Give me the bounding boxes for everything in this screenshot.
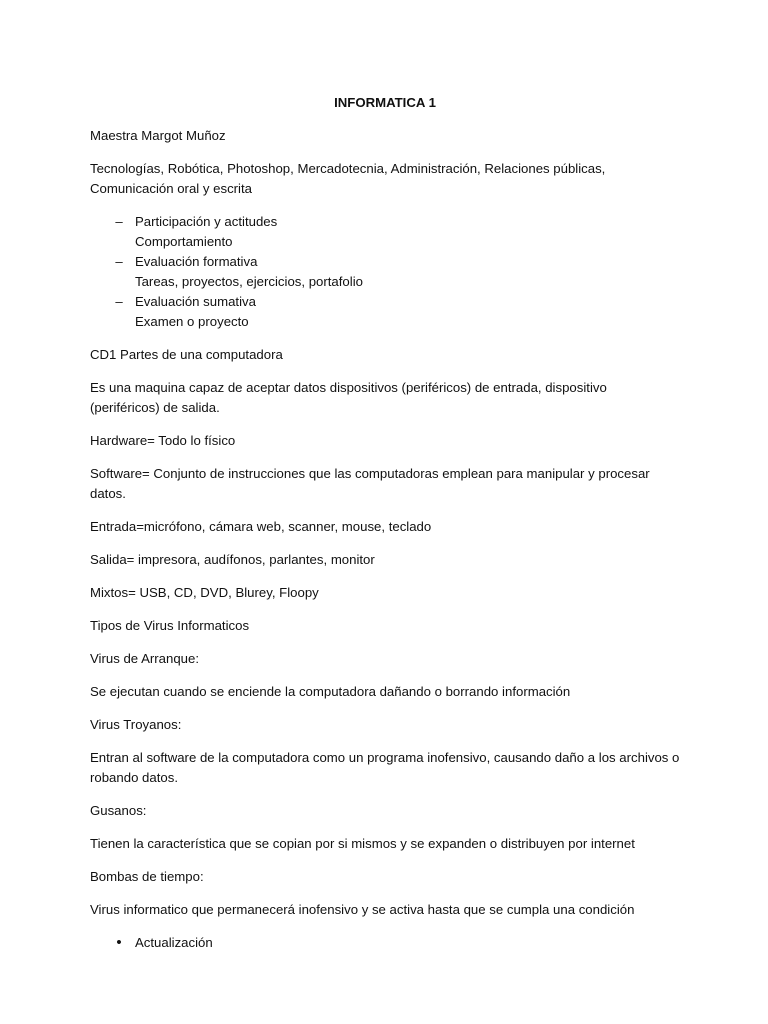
- gusanos-description: Tienen la característica que se copian por si mismos y se expanden o distribuyen por internet: [90, 836, 635, 851]
- topics-paragraph: Tecnologías, Robótica, Photoshop, Mercadotecnia, Administración, Relaciones públicas, Comunicación oral y escrita: [90, 161, 606, 196]
- salida-line: Salida= impresora, audífonos, parlantes, monitor: [90, 552, 375, 567]
- dash-marker: –: [115, 214, 123, 229]
- list-item-heading: Participación y actitudes: [135, 214, 278, 229]
- bullet-marker: •: [116, 934, 122, 951]
- evaluation-list: [90, 212, 680, 332]
- list-item: [90, 933, 680, 953]
- definition-paragraph: Es una maquina capaz de aceptar datos dispositivos (periféricos) de entrada, dispositivo (periféricos) de salida.: [90, 380, 607, 415]
- virus-troyanos-label: Virus Troyanos:: [90, 717, 182, 732]
- mixtos-line: Mixtos= USB, CD, DVD, Blurey, Floopy: [90, 585, 319, 600]
- software-line: Software= Conjunto de instrucciones que las computadoras emplean para manipular y procesar datos.: [90, 466, 650, 501]
- section-heading-virus: Tipos de Virus Informaticos: [90, 618, 250, 633]
- list-item: [90, 252, 680, 292]
- virus-arranque-description: Se ejecutan cuando se enciende la computadora dañando o borrando información: [90, 684, 571, 699]
- list-item: [90, 292, 680, 332]
- document-title: INFORMATICA 1: [334, 95, 436, 110]
- list-item-detail: Comportamiento: [135, 234, 233, 249]
- hardware-line: Hardware= Todo lo físico: [90, 433, 236, 448]
- dash-marker: –: [115, 294, 123, 309]
- list-item-detail: Examen o proyecto: [135, 314, 249, 329]
- bombas-description: Virus informatico que permanecerá inofensivo y se activa hasta que se cumpla una condición: [90, 902, 635, 917]
- virus-troyanos-description: Entran al software de la computadora como un programa inofensivo, causando daño a los archivos o robando datos.: [90, 750, 680, 785]
- virus-arranque-label: Virus de Arranque:: [90, 651, 199, 666]
- teacher-name: Maestra Margot Muñoz: [90, 128, 226, 143]
- document-body: [90, 93, 680, 953]
- list-item: [90, 212, 680, 252]
- section-heading-cd1: CD1 Partes de una computadora: [90, 347, 283, 362]
- list-item-heading: Evaluación sumativa: [135, 294, 256, 309]
- list-item-text: Actualización: [135, 935, 213, 950]
- list-item-heading: Evaluación formativa: [135, 254, 258, 269]
- bullet-list: [90, 933, 680, 953]
- entrada-line: Entrada=micrófono, cámara web, scanner, mouse, teclado: [90, 519, 432, 534]
- dash-marker: –: [115, 254, 123, 269]
- list-item-detail: Tareas, proyectos, ejercicios, portafolio: [135, 274, 363, 289]
- bombas-label: Bombas de tiempo:: [90, 869, 204, 884]
- gusanos-label: Gusanos:: [90, 803, 147, 818]
